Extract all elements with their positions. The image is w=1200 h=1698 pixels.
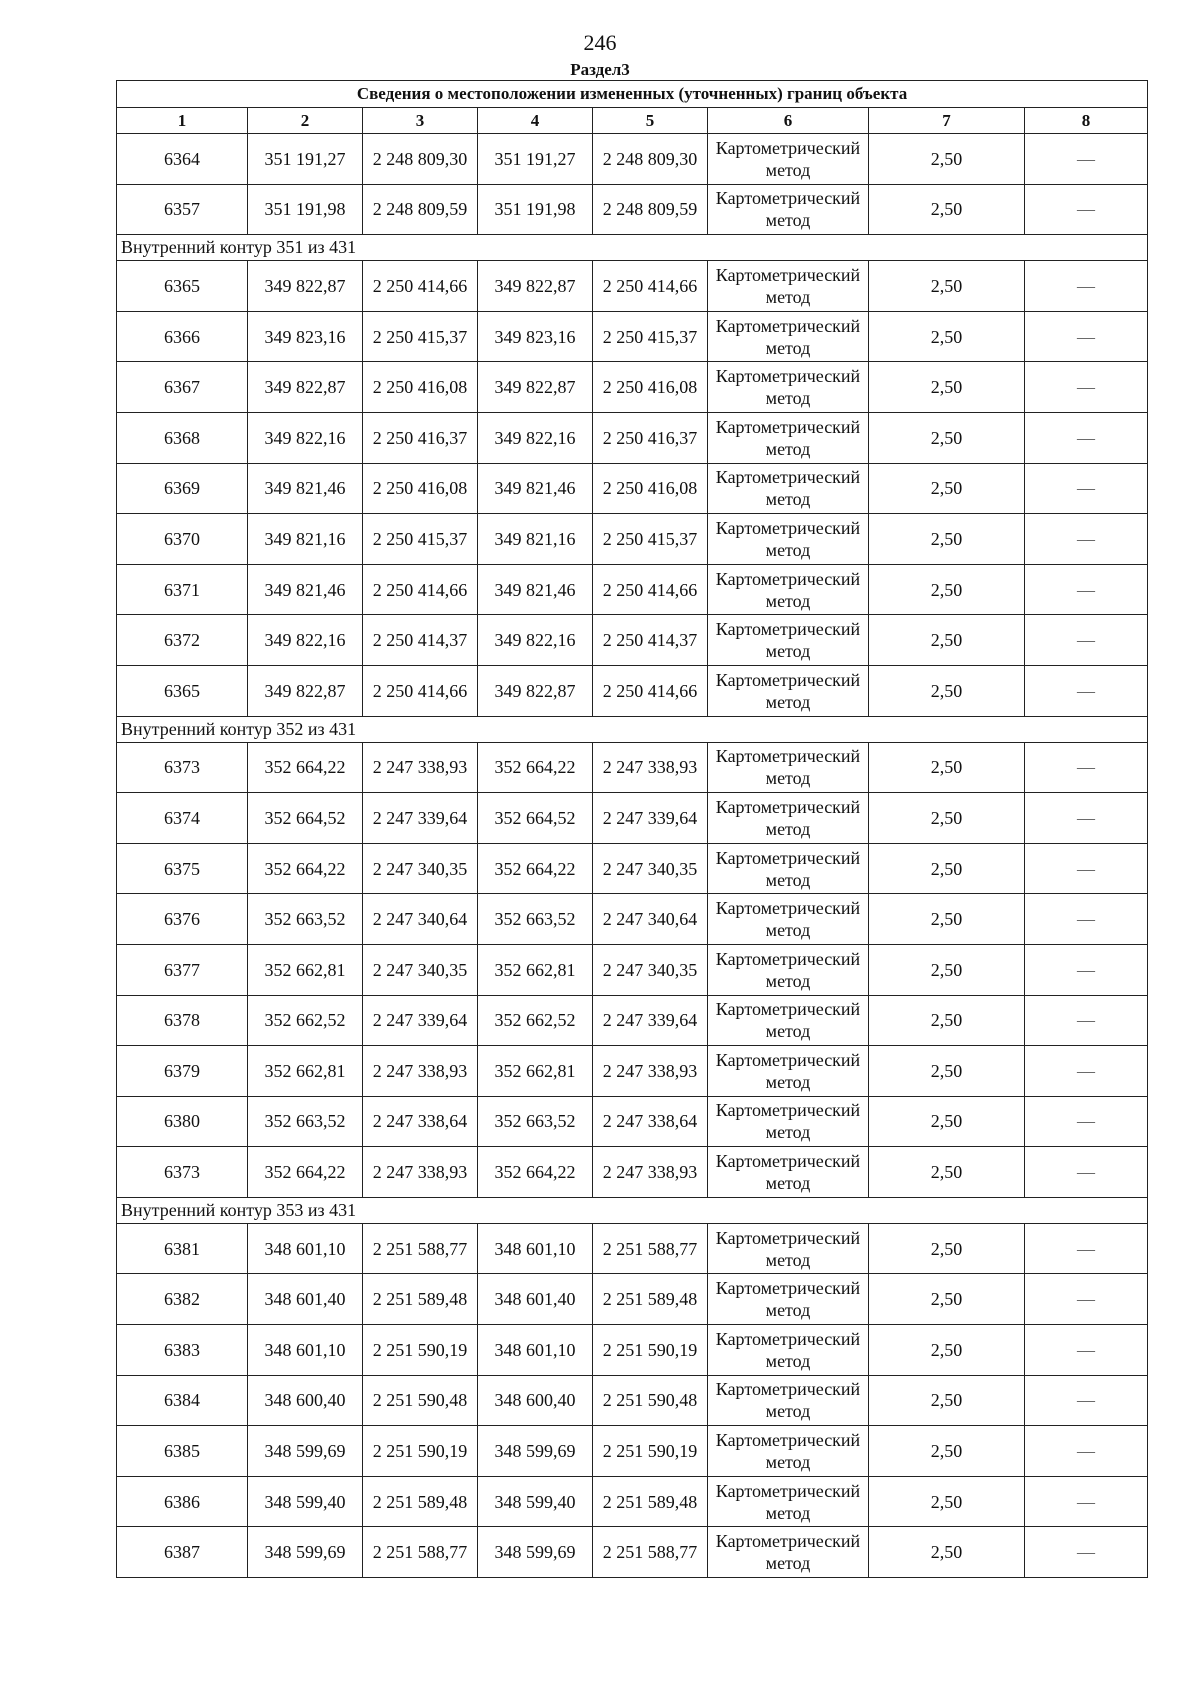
method-cell: Картометрический метод bbox=[708, 261, 869, 312]
method-cell: Картометрический метод bbox=[708, 1527, 869, 1578]
x-coord-cell: 348 599,69 bbox=[248, 1426, 363, 1477]
note-cell: — bbox=[1025, 1223, 1148, 1274]
method-cell: Картометрический метод bbox=[708, 564, 869, 615]
accuracy-cell: 2,50 bbox=[869, 184, 1025, 235]
accuracy-cell: 2,50 bbox=[869, 742, 1025, 793]
method-cell: Картометрический метод bbox=[708, 362, 869, 413]
column-header: 3 bbox=[363, 108, 478, 134]
x-new-coord-cell: 352 664,22 bbox=[478, 1147, 593, 1198]
y-new-coord-cell: 2 250 416,08 bbox=[593, 463, 708, 514]
x-coord-cell: 352 664,22 bbox=[248, 1147, 363, 1198]
x-new-coord-cell: 348 599,69 bbox=[478, 1426, 593, 1477]
accuracy-cell: 2,50 bbox=[869, 463, 1025, 514]
contour-label: Внутренний контур 352 из 431 bbox=[117, 716, 1148, 742]
column-header: 4 bbox=[478, 108, 593, 134]
y-coord-cell: 2 250 414,66 bbox=[363, 261, 478, 312]
y-coord-cell: 2 251 590,48 bbox=[363, 1375, 478, 1426]
point-number-cell: 6366 bbox=[117, 311, 248, 362]
accuracy-cell: 2,50 bbox=[869, 1274, 1025, 1325]
y-coord-cell: 2 250 416,08 bbox=[363, 463, 478, 514]
accuracy-cell: 2,50 bbox=[869, 1046, 1025, 1097]
table-row bbox=[117, 261, 1148, 312]
y-new-coord-cell: 2 247 340,35 bbox=[593, 843, 708, 894]
y-coord-cell: 2 247 338,64 bbox=[363, 1096, 478, 1147]
accuracy-cell: 2,50 bbox=[869, 362, 1025, 413]
note-cell: — bbox=[1025, 1375, 1148, 1426]
table-row bbox=[117, 412, 1148, 463]
x-new-coord-cell: 348 599,40 bbox=[478, 1476, 593, 1527]
x-coord-cell: 351 191,27 bbox=[248, 134, 363, 185]
point-number-cell: 6383 bbox=[117, 1325, 248, 1376]
x-coord-cell: 352 662,52 bbox=[248, 995, 363, 1046]
y-new-coord-cell: 2 247 338,93 bbox=[593, 742, 708, 793]
contour-row bbox=[117, 1197, 1148, 1223]
point-number-cell: 6364 bbox=[117, 134, 248, 185]
note-cell: — bbox=[1025, 1325, 1148, 1376]
x-coord-cell: 352 663,52 bbox=[248, 894, 363, 945]
accuracy-cell: 2,50 bbox=[869, 944, 1025, 995]
y-coord-cell: 2 250 415,37 bbox=[363, 311, 478, 362]
y-new-coord-cell: 2 250 414,37 bbox=[593, 615, 708, 666]
x-coord-cell: 348 599,40 bbox=[248, 1476, 363, 1527]
accuracy-cell: 2,50 bbox=[869, 1426, 1025, 1477]
x-new-coord-cell: 349 821,46 bbox=[478, 564, 593, 615]
accuracy-cell: 2,50 bbox=[869, 1096, 1025, 1147]
x-new-coord-cell: 349 822,16 bbox=[478, 412, 593, 463]
x-new-coord-cell: 349 822,87 bbox=[478, 665, 593, 716]
y-new-coord-cell: 2 247 338,93 bbox=[593, 1046, 708, 1097]
x-coord-cell: 349 822,87 bbox=[248, 362, 363, 413]
y-new-coord-cell: 2 251 590,19 bbox=[593, 1325, 708, 1376]
accuracy-cell: 2,50 bbox=[869, 261, 1025, 312]
method-cell: Картометрический метод bbox=[708, 894, 869, 945]
y-coord-cell: 2 248 809,59 bbox=[363, 184, 478, 235]
method-cell: Картометрический метод bbox=[708, 1476, 869, 1527]
method-cell: Картометрический метод bbox=[708, 843, 869, 894]
x-coord-cell: 352 662,81 bbox=[248, 1046, 363, 1097]
method-cell: Картометрический метод bbox=[708, 944, 869, 995]
point-number-cell: 6368 bbox=[117, 412, 248, 463]
note-cell: — bbox=[1025, 665, 1148, 716]
column-header: 1 bbox=[117, 108, 248, 134]
x-new-coord-cell: 349 821,46 bbox=[478, 463, 593, 514]
table-title-row bbox=[117, 81, 1148, 108]
accuracy-cell: 2,50 bbox=[869, 1325, 1025, 1376]
table-row bbox=[117, 514, 1148, 565]
method-cell: Картометрический метод bbox=[708, 1426, 869, 1477]
y-coord-cell: 2 247 338,93 bbox=[363, 1147, 478, 1198]
y-new-coord-cell: 2 250 414,66 bbox=[593, 665, 708, 716]
table-body bbox=[117, 134, 1148, 1578]
method-cell: Картометрический метод bbox=[708, 665, 869, 716]
column-header: 2 bbox=[248, 108, 363, 134]
x-coord-cell: 349 821,46 bbox=[248, 463, 363, 514]
y-new-coord-cell: 2 251 589,48 bbox=[593, 1274, 708, 1325]
accuracy-cell: 2,50 bbox=[869, 843, 1025, 894]
y-new-coord-cell: 2 247 338,93 bbox=[593, 1147, 708, 1198]
y-coord-cell: 2 251 590,19 bbox=[363, 1325, 478, 1376]
column-header: 5 bbox=[593, 108, 708, 134]
y-coord-cell: 2 250 414,37 bbox=[363, 615, 478, 666]
y-new-coord-cell: 2 251 588,77 bbox=[593, 1223, 708, 1274]
method-cell: Картометрический метод bbox=[708, 995, 869, 1046]
accuracy-cell: 2,50 bbox=[869, 1223, 1025, 1274]
point-number-cell: 6371 bbox=[117, 564, 248, 615]
y-new-coord-cell: 2 250 415,37 bbox=[593, 311, 708, 362]
y-coord-cell: 2 248 809,30 bbox=[363, 134, 478, 185]
column-header: 6 bbox=[708, 108, 869, 134]
accuracy-cell: 2,50 bbox=[869, 1375, 1025, 1426]
method-cell: Картометрический метод bbox=[708, 134, 869, 185]
y-new-coord-cell: 2 251 589,48 bbox=[593, 1476, 708, 1527]
y-new-coord-cell: 2 247 340,35 bbox=[593, 944, 708, 995]
y-new-coord-cell: 2 247 339,64 bbox=[593, 995, 708, 1046]
point-number-cell: 6377 bbox=[117, 944, 248, 995]
x-coord-cell: 349 822,87 bbox=[248, 665, 363, 716]
coordinates-table bbox=[116, 80, 1148, 1578]
accuracy-cell: 2,50 bbox=[869, 564, 1025, 615]
accuracy-cell: 2,50 bbox=[869, 1476, 1025, 1527]
y-new-coord-cell: 2 247 340,64 bbox=[593, 894, 708, 945]
table-row bbox=[117, 1325, 1148, 1376]
note-cell: — bbox=[1025, 564, 1148, 615]
accuracy-cell: 2,50 bbox=[869, 665, 1025, 716]
table-row bbox=[117, 995, 1148, 1046]
x-new-coord-cell: 352 663,52 bbox=[478, 894, 593, 945]
x-coord-cell: 348 601,40 bbox=[248, 1274, 363, 1325]
note-cell: — bbox=[1025, 1426, 1148, 1477]
contour-row bbox=[117, 235, 1148, 261]
y-new-coord-cell: 2 247 339,64 bbox=[593, 793, 708, 844]
y-coord-cell: 2 250 414,66 bbox=[363, 564, 478, 615]
accuracy-cell: 2,50 bbox=[869, 412, 1025, 463]
note-cell: — bbox=[1025, 412, 1148, 463]
method-cell: Картометрический метод bbox=[708, 1274, 869, 1325]
x-new-coord-cell: 351 191,98 bbox=[478, 184, 593, 235]
note-cell: — bbox=[1025, 1046, 1148, 1097]
note-cell: — bbox=[1025, 463, 1148, 514]
note-cell: — bbox=[1025, 311, 1148, 362]
x-new-coord-cell: 348 599,69 bbox=[478, 1527, 593, 1578]
x-new-coord-cell: 349 822,16 bbox=[478, 615, 593, 666]
note-cell: — bbox=[1025, 843, 1148, 894]
x-coord-cell: 348 600,40 bbox=[248, 1375, 363, 1426]
note-cell: — bbox=[1025, 1527, 1148, 1578]
y-coord-cell: 2 247 338,93 bbox=[363, 742, 478, 793]
table-row bbox=[117, 793, 1148, 844]
y-coord-cell: 2 251 588,77 bbox=[363, 1223, 478, 1274]
point-number-cell: 6365 bbox=[117, 665, 248, 716]
y-new-coord-cell: 2 250 416,37 bbox=[593, 412, 708, 463]
y-new-coord-cell: 2 250 415,37 bbox=[593, 514, 708, 565]
x-coord-cell: 348 599,69 bbox=[248, 1527, 363, 1578]
point-number-cell: 6384 bbox=[117, 1375, 248, 1426]
x-coord-cell: 348 601,10 bbox=[248, 1325, 363, 1376]
y-coord-cell: 2 251 590,19 bbox=[363, 1426, 478, 1477]
x-coord-cell: 349 822,87 bbox=[248, 261, 363, 312]
note-cell: — bbox=[1025, 1096, 1148, 1147]
y-coord-cell: 2 247 340,64 bbox=[363, 894, 478, 945]
accuracy-cell: 2,50 bbox=[869, 311, 1025, 362]
table-row bbox=[117, 184, 1148, 235]
point-number-cell: 6375 bbox=[117, 843, 248, 894]
y-coord-cell: 2 251 588,77 bbox=[363, 1527, 478, 1578]
table-row bbox=[117, 1096, 1148, 1147]
table-row bbox=[117, 362, 1148, 413]
y-new-coord-cell: 2 248 809,30 bbox=[593, 134, 708, 185]
note-cell: — bbox=[1025, 514, 1148, 565]
note-cell: — bbox=[1025, 793, 1148, 844]
x-coord-cell: 351 191,98 bbox=[248, 184, 363, 235]
point-number-cell: 6386 bbox=[117, 1476, 248, 1527]
x-coord-cell: 352 662,81 bbox=[248, 944, 363, 995]
y-coord-cell: 2 247 339,64 bbox=[363, 793, 478, 844]
x-coord-cell: 348 601,10 bbox=[248, 1223, 363, 1274]
column-header: 7 bbox=[869, 108, 1025, 134]
note-cell: — bbox=[1025, 944, 1148, 995]
x-coord-cell: 352 664,22 bbox=[248, 843, 363, 894]
point-number-cell: 6372 bbox=[117, 615, 248, 666]
page-number: 246 bbox=[583, 30, 617, 55]
y-new-coord-cell: 2 250 414,66 bbox=[593, 564, 708, 615]
table-row bbox=[117, 463, 1148, 514]
note-cell: — bbox=[1025, 995, 1148, 1046]
point-number-cell: 6365 bbox=[117, 261, 248, 312]
y-coord-cell: 2 251 589,48 bbox=[363, 1476, 478, 1527]
table-row bbox=[117, 1426, 1148, 1477]
section-title: Раздел3 bbox=[570, 60, 630, 79]
note-cell: — bbox=[1025, 1274, 1148, 1325]
point-number-cell: 6378 bbox=[117, 995, 248, 1046]
x-new-coord-cell: 348 601,10 bbox=[478, 1223, 593, 1274]
table-row bbox=[117, 843, 1148, 894]
table-row bbox=[117, 1476, 1148, 1527]
table-row bbox=[117, 894, 1148, 945]
table-row bbox=[117, 1046, 1148, 1097]
method-cell: Картометрический метод bbox=[708, 1096, 869, 1147]
method-cell: Картометрический метод bbox=[708, 1325, 869, 1376]
column-numbers-row bbox=[117, 108, 1148, 134]
x-new-coord-cell: 352 662,81 bbox=[478, 1046, 593, 1097]
y-new-coord-cell: 2 247 338,64 bbox=[593, 1096, 708, 1147]
note-cell: — bbox=[1025, 261, 1148, 312]
point-number-cell: 6381 bbox=[117, 1223, 248, 1274]
table-row bbox=[117, 742, 1148, 793]
x-new-coord-cell: 352 662,52 bbox=[478, 995, 593, 1046]
x-new-coord-cell: 349 822,87 bbox=[478, 362, 593, 413]
x-new-coord-cell: 352 663,52 bbox=[478, 1096, 593, 1147]
table-title: Сведения о местоположении измененных (уточненных) границ объекта bbox=[117, 81, 1148, 108]
note-cell: — bbox=[1025, 184, 1148, 235]
method-cell: Картометрический метод bbox=[708, 1375, 869, 1426]
x-coord-cell: 349 823,16 bbox=[248, 311, 363, 362]
y-coord-cell: 2 250 416,08 bbox=[363, 362, 478, 413]
method-cell: Картометрический метод bbox=[708, 615, 869, 666]
x-new-coord-cell: 351 191,27 bbox=[478, 134, 593, 185]
accuracy-cell: 2,50 bbox=[869, 793, 1025, 844]
y-new-coord-cell: 2 250 414,66 bbox=[593, 261, 708, 312]
x-coord-cell: 352 664,52 bbox=[248, 793, 363, 844]
x-new-coord-cell: 349 823,16 bbox=[478, 311, 593, 362]
contour-label: Внутренний контур 351 из 431 bbox=[117, 235, 1148, 261]
y-new-coord-cell: 2 248 809,59 bbox=[593, 184, 708, 235]
note-cell: — bbox=[1025, 1147, 1148, 1198]
x-new-coord-cell: 348 600,40 bbox=[478, 1375, 593, 1426]
point-number-cell: 6373 bbox=[117, 742, 248, 793]
table-row bbox=[117, 1223, 1148, 1274]
y-coord-cell: 2 247 338,93 bbox=[363, 1046, 478, 1097]
table-row bbox=[117, 665, 1148, 716]
point-number-cell: 6369 bbox=[117, 463, 248, 514]
accuracy-cell: 2,50 bbox=[869, 1527, 1025, 1578]
y-coord-cell: 2 250 415,37 bbox=[363, 514, 478, 565]
column-header: 8 bbox=[1025, 108, 1148, 134]
accuracy-cell: 2,50 bbox=[869, 1147, 1025, 1198]
point-number-cell: 6357 bbox=[117, 184, 248, 235]
x-new-coord-cell: 349 821,16 bbox=[478, 514, 593, 565]
x-coord-cell: 349 821,16 bbox=[248, 514, 363, 565]
x-new-coord-cell: 348 601,10 bbox=[478, 1325, 593, 1376]
y-coord-cell: 2 251 589,48 bbox=[363, 1274, 478, 1325]
method-cell: Картометрический метод bbox=[708, 463, 869, 514]
contour-label: Внутренний контур 353 из 431 bbox=[117, 1197, 1148, 1223]
method-cell: Картометрический метод bbox=[708, 742, 869, 793]
y-coord-cell: 2 250 414,66 bbox=[363, 665, 478, 716]
y-new-coord-cell: 2 251 590,48 bbox=[593, 1375, 708, 1426]
note-cell: — bbox=[1025, 615, 1148, 666]
point-number-cell: 6367 bbox=[117, 362, 248, 413]
table-row bbox=[117, 134, 1148, 185]
table-row bbox=[117, 1375, 1148, 1426]
y-new-coord-cell: 2 251 590,19 bbox=[593, 1426, 708, 1477]
point-number-cell: 6370 bbox=[117, 514, 248, 565]
method-cell: Картометрический метод bbox=[708, 184, 869, 235]
accuracy-cell: 2,50 bbox=[869, 615, 1025, 666]
point-number-cell: 6374 bbox=[117, 793, 248, 844]
note-cell: — bbox=[1025, 894, 1148, 945]
point-number-cell: 6373 bbox=[117, 1147, 248, 1198]
accuracy-cell: 2,50 bbox=[869, 894, 1025, 945]
method-cell: Картометрический метод bbox=[708, 1046, 869, 1097]
table-row bbox=[117, 311, 1148, 362]
point-number-cell: 6382 bbox=[117, 1274, 248, 1325]
y-new-coord-cell: 2 251 588,77 bbox=[593, 1527, 708, 1578]
x-new-coord-cell: 348 601,40 bbox=[478, 1274, 593, 1325]
contour-row bbox=[117, 716, 1148, 742]
accuracy-cell: 2,50 bbox=[869, 514, 1025, 565]
point-number-cell: 6387 bbox=[117, 1527, 248, 1578]
table-row bbox=[117, 1274, 1148, 1325]
y-coord-cell: 2 250 416,37 bbox=[363, 412, 478, 463]
x-coord-cell: 349 822,16 bbox=[248, 615, 363, 666]
accuracy-cell: 2,50 bbox=[869, 134, 1025, 185]
note-cell: — bbox=[1025, 362, 1148, 413]
y-coord-cell: 2 247 340,35 bbox=[363, 944, 478, 995]
method-cell: Картометрический метод bbox=[708, 793, 869, 844]
method-cell: Картометрический метод bbox=[708, 1223, 869, 1274]
note-cell: — bbox=[1025, 1476, 1148, 1527]
y-new-coord-cell: 2 250 416,08 bbox=[593, 362, 708, 413]
point-number-cell: 6376 bbox=[117, 894, 248, 945]
method-cell: Картометрический метод bbox=[708, 412, 869, 463]
table-row bbox=[117, 1147, 1148, 1198]
x-new-coord-cell: 352 664,22 bbox=[478, 742, 593, 793]
note-cell: — bbox=[1025, 134, 1148, 185]
method-cell: Картометрический метод bbox=[708, 1147, 869, 1198]
x-coord-cell: 352 663,52 bbox=[248, 1096, 363, 1147]
x-coord-cell: 349 822,16 bbox=[248, 412, 363, 463]
x-new-coord-cell: 352 662,81 bbox=[478, 944, 593, 995]
table-row bbox=[117, 944, 1148, 995]
note-cell: — bbox=[1025, 742, 1148, 793]
x-new-coord-cell: 352 664,22 bbox=[478, 843, 593, 894]
table-row bbox=[117, 564, 1148, 615]
y-coord-cell: 2 247 340,35 bbox=[363, 843, 478, 894]
x-coord-cell: 352 664,22 bbox=[248, 742, 363, 793]
x-new-coord-cell: 349 822,87 bbox=[478, 261, 593, 312]
method-cell: Картометрический метод bbox=[708, 514, 869, 565]
accuracy-cell: 2,50 bbox=[869, 995, 1025, 1046]
y-coord-cell: 2 247 339,64 bbox=[363, 995, 478, 1046]
table-row bbox=[117, 1527, 1148, 1578]
x-coord-cell: 349 821,46 bbox=[248, 564, 363, 615]
point-number-cell: 6380 bbox=[117, 1096, 248, 1147]
point-number-cell: 6379 bbox=[117, 1046, 248, 1097]
table-row bbox=[117, 615, 1148, 666]
method-cell: Картометрический метод bbox=[708, 311, 869, 362]
point-number-cell: 6385 bbox=[117, 1426, 248, 1477]
x-new-coord-cell: 352 664,52 bbox=[478, 793, 593, 844]
